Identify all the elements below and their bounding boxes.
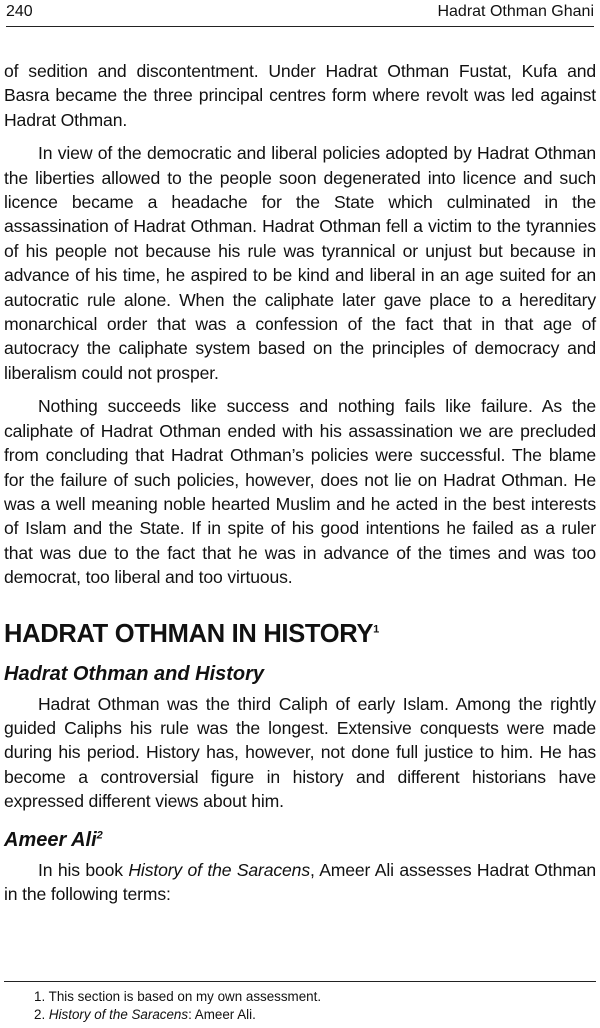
footnote-2-title: History of the Saracens <box>48 1007 189 1022</box>
footnote-2 <box>34 1006 321 1024</box>
footnote-1: 1. This section is based on my own assessment. <box>34 989 322 1004</box>
footnote-2-rest: : Ameer Ali. <box>188 1007 256 1022</box>
paragraph-ameer-ali-rest: , Ameer Ali assesses Hadrat Othman in the following terms: <box>4 859 596 904</box>
subheading-ameer-ali <box>4 828 596 852</box>
running-title: Hadrat Othman Ghani <box>437 3 594 20</box>
footnote-divider <box>4 981 596 982</box>
paragraph-continued: of sedition and discontentment. Under Hadrat Othman Fustat, Kufa and Basra became the three principal centres form where revolt was led against Hadrat Othman. <box>4 61 596 130</box>
section-heading-footnote-marker: 1 <box>373 623 379 636</box>
page-body <box>4 59 596 906</box>
subheading-ameer-ali-text: Ameer Ali <box>4 828 97 851</box>
paragraph-success-failure: Nothing succeeds like success and nothing fails like failure. As the caliphate of Hadrat Othman ended with his assassination we are precluded from concluding that Hadrat Othman’s policies were successful. The blame for the failure of such policies, however, does not lie on Hadrat Othman. He was a well meaning noble hearted Muslim and he acted in the best interests of Islam and the State. If in spite of his good intentions he failed as a ruler that was due to the fact that he was in advance of the times and was too democrat, too liberal and too virtuous. <box>4 396 596 588</box>
subheading-footnote-marker: 2 <box>96 828 103 841</box>
running-header <box>6 0 594 27</box>
page-number: 240 <box>6 3 33 20</box>
footnote-2-number: 2. <box>34 1007 49 1022</box>
paragraph-ameer-ali-lead: In his book <box>38 859 129 880</box>
footnotes <box>34 988 321 1024</box>
paragraph-ameer-ali <box>4 858 596 907</box>
book-title-citation: History of the Saracens <box>128 859 310 880</box>
subheading-othman-history: Hadrat Othman and History <box>4 662 265 685</box>
section-heading-text: HADRAT OTHMAN IN HISTORY <box>4 619 374 648</box>
paragraph-third-caliph: Hadrat Othman was the third Caliph of early Islam. Among the rightly guided Caliphs his rule was the longest. Extensive conquests were made during his period. History has, however, not done full justice to him. He has become a controversial figure in history and different historians have expressed different views about him. <box>4 693 596 812</box>
section-heading <box>4 620 596 648</box>
paragraph-democratic-policies: In view of the democratic and liberal policies adopted by Hadrat Othman the liberties allowed to the people soon degenerated into licence and such licence became a headache for the State which culminated in the assassination of Hadrat Othman. Hadrat Othman fell a victim to the tyrannies of his people not because his rule was tyrannical or unjust but because in advance of his time, he aspired to be kind and liberal in an age suited for an autocratic rule alone. When the caliphate later gave place to a hereditary monarchical order that was a confession of the fact that in that age of autocracy the caliphate system based on the principles of democracy and liberalism could not prosper. <box>4 143 596 383</box>
